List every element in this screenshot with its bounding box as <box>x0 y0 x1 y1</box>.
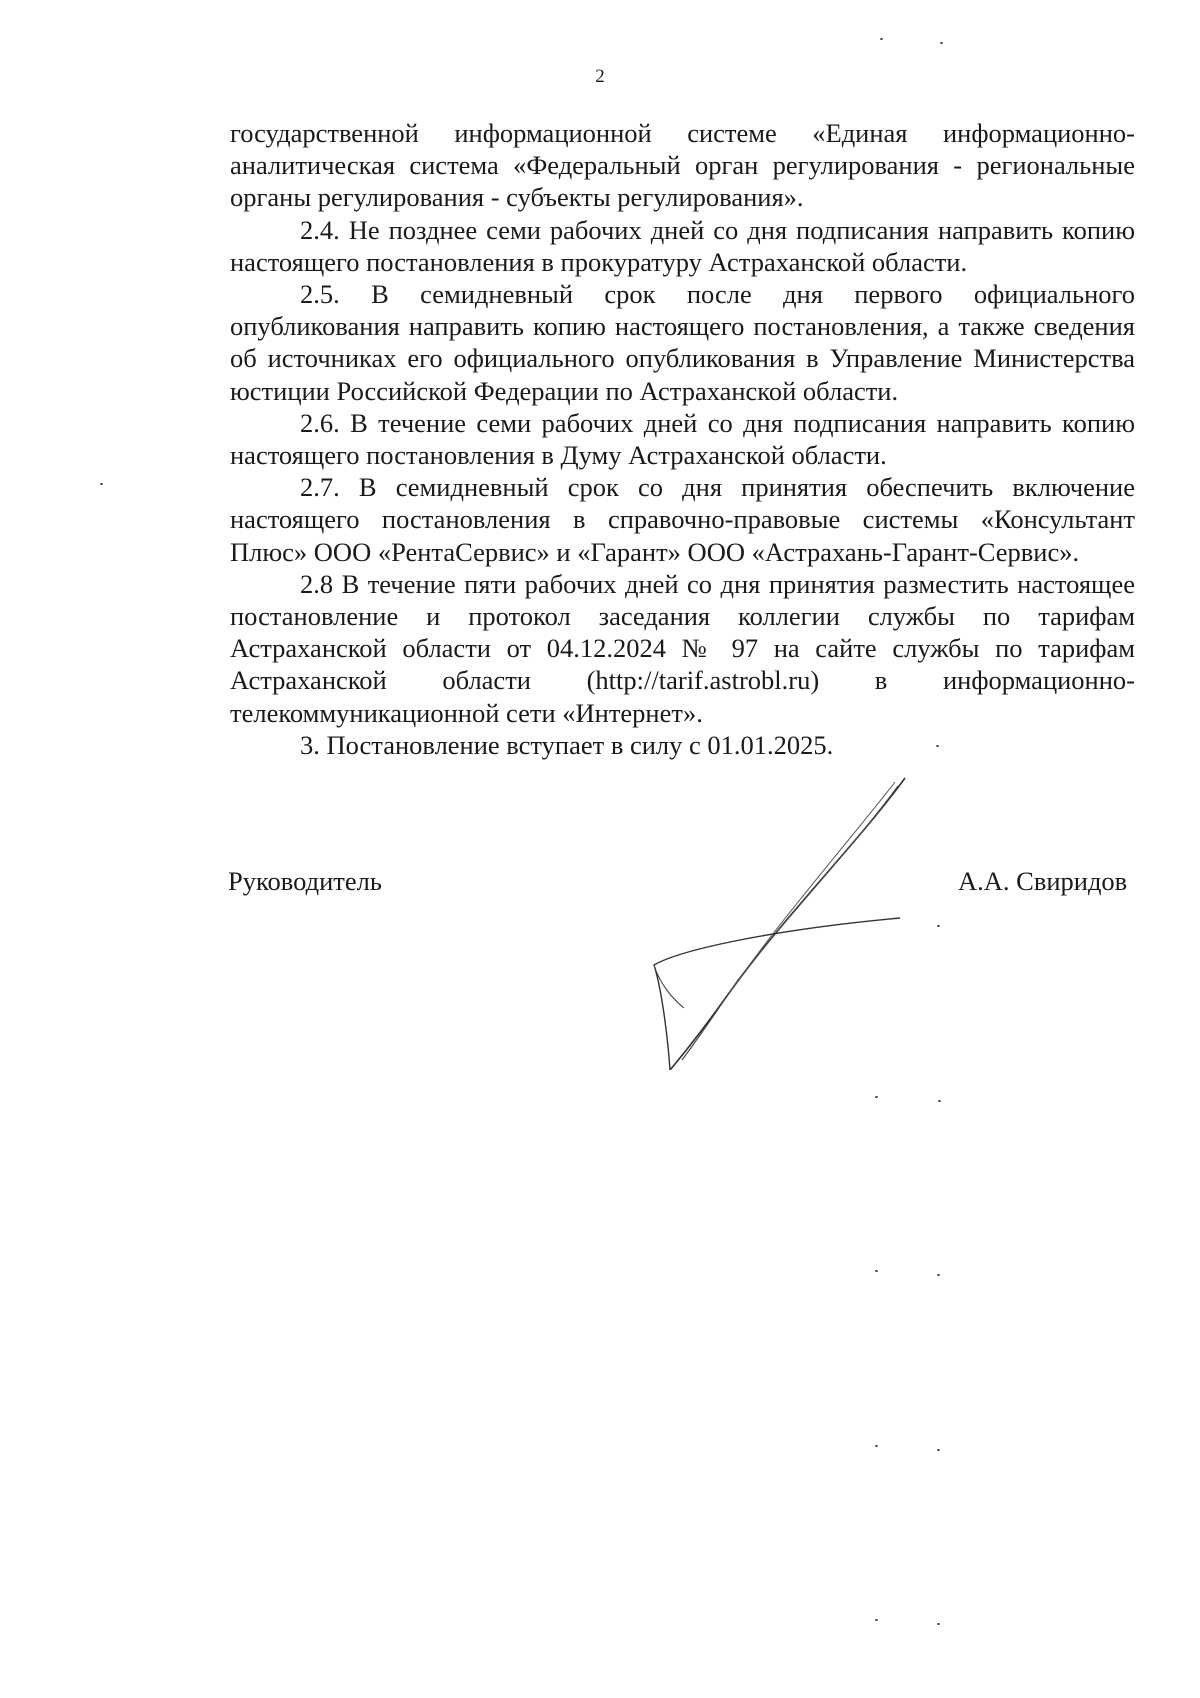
scan-speck <box>938 1100 941 1102</box>
signatory-title: Руководитель <box>228 866 382 896</box>
document-body <box>230 117 1135 761</box>
paragraph-2-6: 2.6. В течение семи рабочих дней со дня подписания направить копию настоящего постановления в Думу Астраханской области. <box>230 407 1135 471</box>
scan-speck <box>936 745 939 747</box>
paragraph-2-4: 2.4. Не позднее семи рабочих дней со дня подписания направить копию настоящего постановления в прокуратуру Астраханской области. <box>230 214 1135 277</box>
scan-speck <box>937 1623 940 1625</box>
scan-speck <box>875 1619 878 1621</box>
scan-speck <box>875 1270 878 1272</box>
paragraph-2-7: 2.7. В семидневный срок со дня принятия обеспечить включение настоящего постановления в справочно-правовые системы «Консультант Плюс» ООО «РентаСервис» и «Гарант» ООО «Астрахань-Гарант-Сервис». <box>230 472 1135 567</box>
signatory-name: А.А. Свиридов <box>958 866 1128 896</box>
scan-speck <box>937 925 940 927</box>
scan-speck <box>875 1096 878 1098</box>
scan-speck <box>937 1449 940 1451</box>
scan-speck <box>937 1274 940 1276</box>
paragraph-2-5: 2.5. В семидневный срок после дня первого официального опубликования направить копию настоящего постановления, а также сведения об источниках его официального опубликования в Управление Министерства юстиции Российской Федерации по Астраханской области. <box>230 279 1135 406</box>
paragraph-continuation: государственной информационной системе «Единая информационно-аналитическая система «Федеральный орган регулирования - региональные органы регулирования - субъекты регулирования». <box>230 118 1135 213</box>
handwritten-signature <box>640 770 940 1070</box>
scan-speck <box>940 42 943 44</box>
page-number: 2 <box>595 66 605 87</box>
paragraph-2-8: 2.8 В течение пяти рабочих дней со дня принятия разместить настоящее постановление и протокол заседания коллегии службы по тарифам Астраханской области от 04.12.2024 № 97 на сайте службы по тарифам Астраханской области (http://tarif.astrobl.ru) в информационно-телекоммуникационной сети «Интернет». <box>230 568 1135 728</box>
paragraph-3: 3. Постановление вступает в силу с 01.01.2025. <box>300 729 834 760</box>
scan-speck <box>875 1445 878 1447</box>
scan-speck <box>100 483 103 485</box>
scan-speck <box>880 38 883 40</box>
